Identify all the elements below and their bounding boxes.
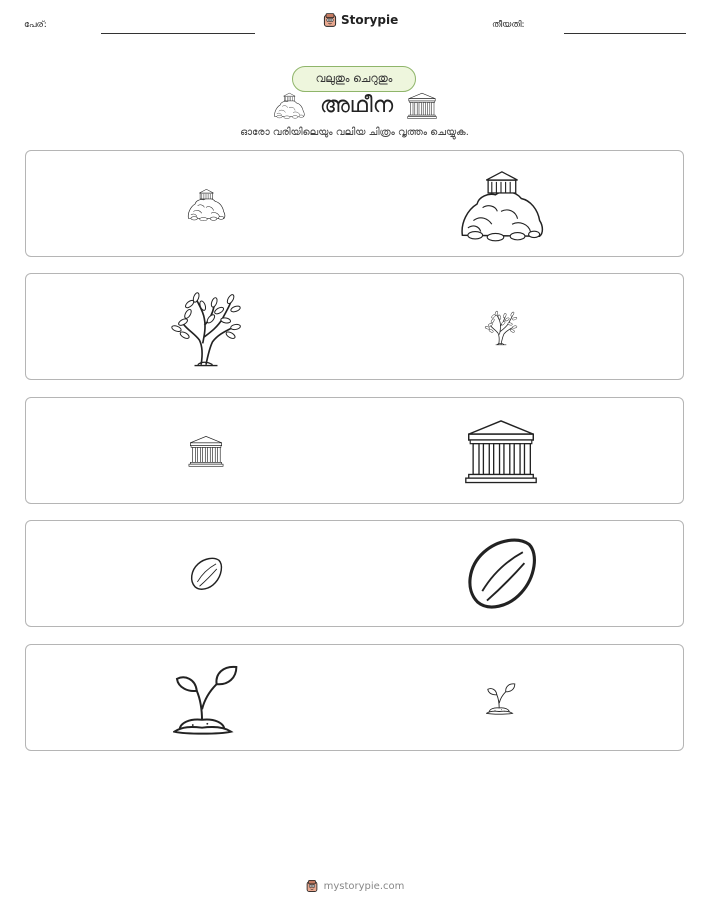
olive-seed-large-icon xyxy=(462,534,540,614)
olive-tree-small-icon xyxy=(482,308,520,346)
acropolis-icon xyxy=(272,91,306,119)
name-field-line[interactable] xyxy=(101,33,255,34)
row-option-left[interactable] xyxy=(106,398,306,503)
sprout-small-icon xyxy=(486,681,516,715)
brand-name: Storypie xyxy=(341,13,399,27)
page-title: അഥീന xyxy=(319,92,394,118)
comparison-row xyxy=(25,150,684,257)
comparison-row xyxy=(25,273,684,380)
row-option-left[interactable] xyxy=(106,151,306,256)
row-option-left[interactable] xyxy=(106,521,306,626)
olive-seed-small-icon xyxy=(188,556,224,592)
comparison-row xyxy=(25,397,684,504)
comparison-row xyxy=(25,520,684,627)
acropolis-large-icon xyxy=(455,165,547,243)
parthenon-small-icon xyxy=(188,435,224,467)
row-option-right[interactable] xyxy=(401,521,601,626)
instruction-text: ഓരോ വരിയിലെയും വലിയ ചിത്രം വൃത്തം ചെയ്യുക. xyxy=(240,127,469,138)
row-option-right[interactable] xyxy=(401,274,601,379)
row-option-right[interactable] xyxy=(401,645,601,750)
row-option-left[interactable] xyxy=(106,274,306,379)
date-label: തീയതി: xyxy=(492,20,525,30)
footer-site[interactable]: mystorypie.com xyxy=(323,880,405,892)
row-option-right[interactable] xyxy=(401,398,601,503)
category-badge xyxy=(292,66,416,92)
row-option-left[interactable] xyxy=(106,645,306,750)
sprout-large-icon xyxy=(173,658,239,738)
olive-tree-large-icon xyxy=(165,286,247,368)
mascot-icon xyxy=(305,879,319,893)
name-label: പേര്: xyxy=(24,20,47,30)
footer xyxy=(0,879,709,893)
row-option-right[interactable] xyxy=(401,151,601,256)
category-label: വലുതും ചെറുതും xyxy=(315,72,393,85)
brand-logo xyxy=(322,12,398,28)
parthenon-icon xyxy=(407,92,437,119)
comparison-row xyxy=(25,644,684,751)
title-row xyxy=(0,91,709,119)
acropolis-small-icon xyxy=(185,186,227,222)
date-field-line[interactable] xyxy=(564,33,686,34)
mascot-icon xyxy=(322,12,338,28)
parthenon-large-icon xyxy=(462,418,540,484)
